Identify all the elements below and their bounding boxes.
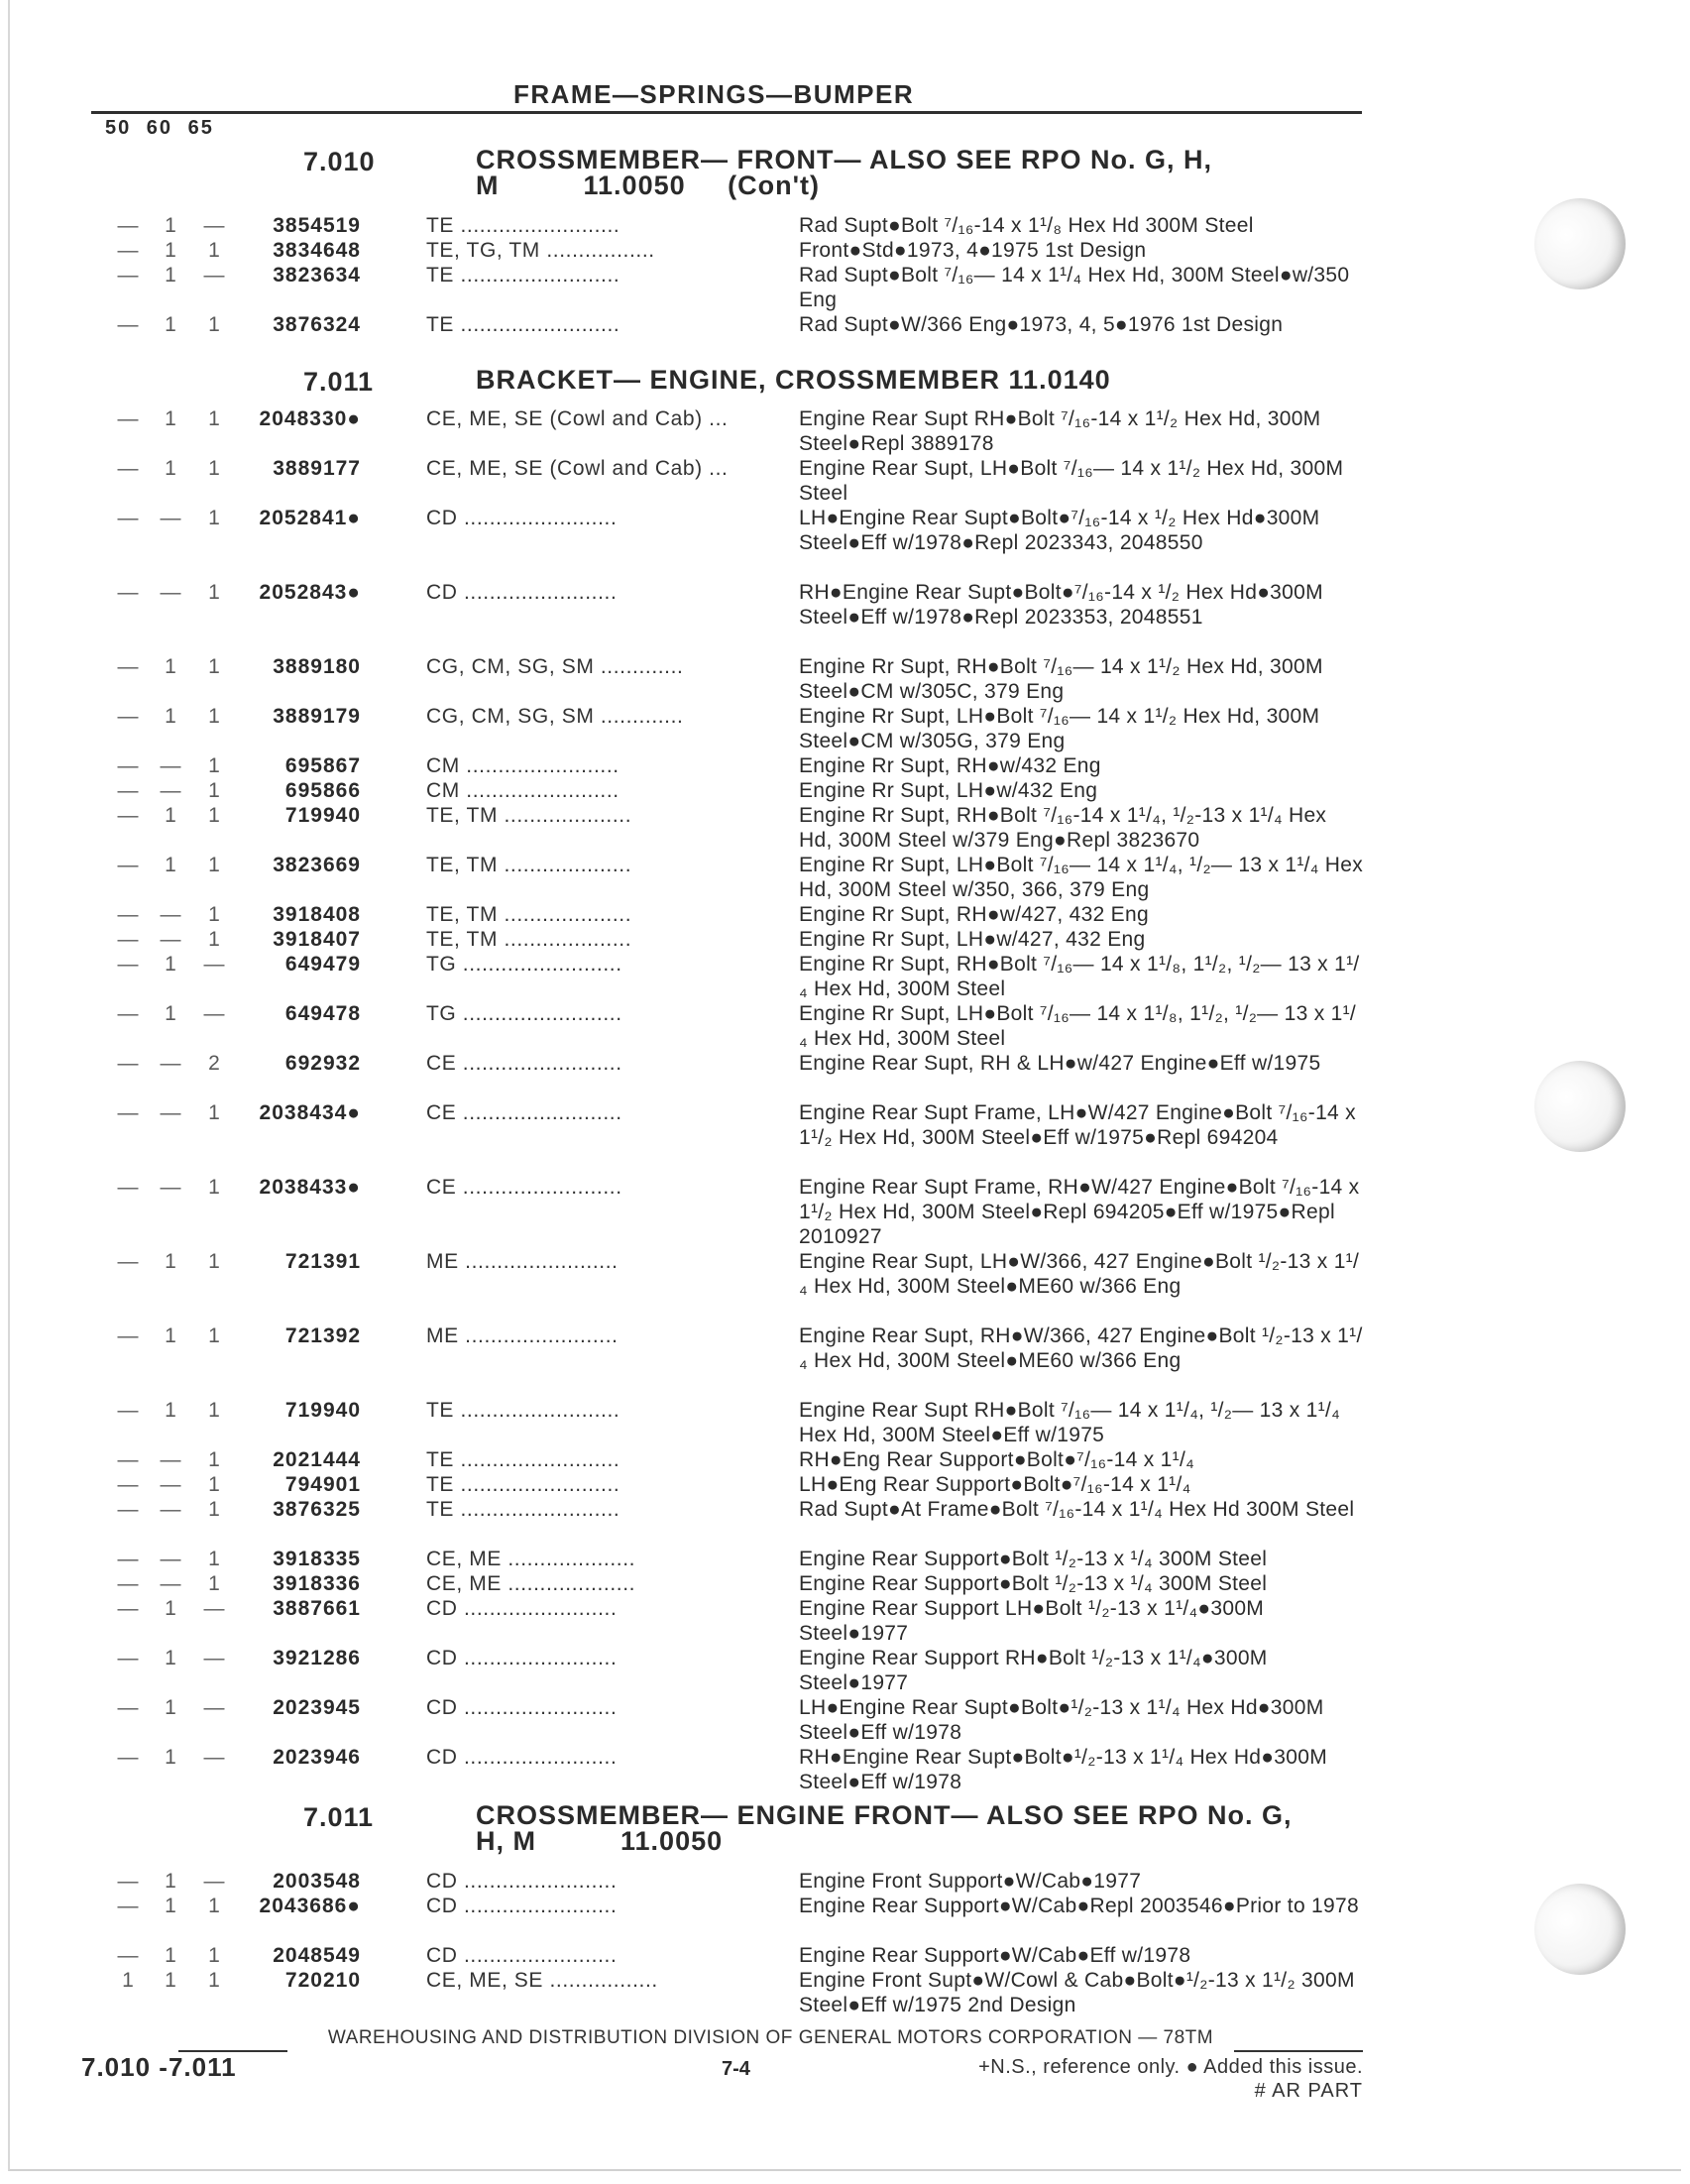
model-codes: CD ........................ xyxy=(426,1944,618,1967)
qty-1950: 1 xyxy=(122,1969,134,1992)
part-description: Engine Rr Supt, RH●Bolt ⁷/₁₆-14 x 1¹/₄, ¹/₂-13 x 1¹/₄ Hex Hd, 300M Steel w/379 Eng●Repl 3823670 xyxy=(799,804,1327,852)
qty-1965: 1 xyxy=(208,1250,220,1273)
model-codes: CE, ME, SE (Cowl and Cab) ... xyxy=(426,457,729,480)
qty-1965: 1 xyxy=(208,1498,220,1521)
part-number: 695867 xyxy=(284,754,361,777)
qty-1960: 1 xyxy=(165,313,176,336)
part-description: Engine Rear Support RH●Bolt ¹/₂-13 x 1¹/₄●300M Steel●1977 xyxy=(799,1647,1268,1694)
part-number: 3918335 xyxy=(273,1548,361,1570)
qty-1950: — xyxy=(117,1250,139,1273)
model-codes: TE, TM .................... xyxy=(426,928,632,951)
model-codes: CD ........................ xyxy=(426,1696,618,1719)
qty-1960: — xyxy=(160,1052,181,1075)
part-number: 3834648 xyxy=(273,239,361,262)
part-number: 3918408 xyxy=(273,903,361,926)
group-title-line2: M 11.0050 (Con't) xyxy=(476,171,820,200)
model-codes: CD ........................ xyxy=(426,1647,618,1669)
part-description: RH●Eng Rear Support●Bolt●⁷/₁₆-14 x 1¹/₄ xyxy=(799,1448,1194,1471)
qty-1965: 1 xyxy=(208,1548,220,1570)
group-number: 7.011 xyxy=(303,367,375,397)
part-description: Engine Rear Supt RH●Bolt ⁷/₁₆-14 x 1¹/₂ Hex Hd, 300M Steel●Repl 3889178 xyxy=(799,407,1321,455)
qty-1950: — xyxy=(117,655,139,678)
qty-1960: 1 xyxy=(165,1746,176,1769)
part-description: Engine Rear Support LH●Bolt ¹/₂-13 x 1¹/₄●300M Steel●1977 xyxy=(799,1597,1265,1645)
part-number: 649479 xyxy=(284,953,361,976)
part-description: Rad Supt●Bolt ⁷/₁₆-14 x 1¹/₈ Hex Hd 300M Steel xyxy=(799,214,1254,237)
qty-1960: 1 xyxy=(165,239,176,262)
qty-1960: 1 xyxy=(165,1969,176,1992)
qty-1960: — xyxy=(160,779,181,802)
qty-1950: — xyxy=(117,953,139,976)
qty-1950: — xyxy=(117,1399,139,1422)
group-title-line1: CROSSMEMBER— FRONT— ALSO SEE RPO No. G, H, xyxy=(476,145,1213,174)
model-codes: ME ........................ xyxy=(426,1250,619,1273)
part-description: Engine Front Support●W/Cab●1977 xyxy=(799,1870,1142,1893)
part-description: Rad Supt●Bolt ⁷/₁₆— 14 x 1¹/₄ Hex Hd, 300M Steel●w/350 Eng xyxy=(799,264,1350,311)
part-description: RH●Engine Rear Supt●Bolt●¹/₂-13 x 1¹/₄ Hex Hd●300M Steel●Eff w/1978 xyxy=(799,1746,1327,1793)
model-codes: TG ......................... xyxy=(426,1002,622,1025)
qty-1960: 1 xyxy=(165,407,176,430)
qty-1965: 1 xyxy=(208,779,220,802)
qty-1965: 1 xyxy=(208,754,220,777)
qty-1950: — xyxy=(117,1696,139,1719)
part-number: 2052843● xyxy=(259,581,361,604)
part-description: Engine Rr Supt, LH●Bolt ⁷/₁₆— 14 x 1¹/₄, ¹/₂— 13 x 1¹/₄ Hex Hd, 300M Steel w/350, 366, 379 Eng xyxy=(799,854,1364,901)
part-number: 719940 xyxy=(284,1399,361,1422)
qty-1950: — xyxy=(117,1548,139,1570)
part-number: 649478 xyxy=(284,1002,361,1025)
qty-1950: — xyxy=(117,1746,139,1769)
model-year-columns: 50 60 65 xyxy=(105,117,214,139)
qty-1965: 1 xyxy=(208,1473,220,1496)
page-title: FRAME—SPRINGS—BUMPER xyxy=(513,79,915,109)
qty-1965: 1 xyxy=(208,1944,220,1967)
part-number: 719940 xyxy=(284,804,361,827)
qty-1950: — xyxy=(117,1002,139,1025)
part-description: Front●Std●1973, 4●1975 1st Design xyxy=(799,239,1147,262)
qty-1950: — xyxy=(117,854,139,876)
part-description: LH●Engine Rear Supt●Bolt●¹/₂-13 x 1¹/₄ Hex Hd●300M Steel●Eff w/1978 xyxy=(799,1696,1324,1744)
qty-1965: — xyxy=(203,1746,225,1769)
qty-1965: — xyxy=(203,214,225,237)
part-number: 695866 xyxy=(284,779,361,802)
group-title xyxy=(476,367,1368,393)
part-number: 3823634 xyxy=(273,264,361,287)
qty-1960: 1 xyxy=(165,1696,176,1719)
qty-1950: — xyxy=(117,457,139,480)
part-number: 3918336 xyxy=(273,1572,361,1595)
part-number: 2023946 xyxy=(273,1746,361,1769)
part-number: 692932 xyxy=(284,1052,361,1075)
model-codes: CD ........................ xyxy=(426,507,618,529)
part-description: Engine Rr Supt, RH●Bolt ⁷/₁₆— 14 x 1¹/₈, 1¹/₂, ¹/₂— 13 x 1¹/₄ Hex Hd, 300M Steel xyxy=(799,953,1360,1000)
part-description: Engine Rr Supt, LH●Bolt ⁷/₁₆— 14 x 1¹/₈, 1¹/₂, ¹/₂— 13 x 1¹/₄ Hex Hd, 300M Steel xyxy=(799,1002,1357,1050)
qty-1965: 1 xyxy=(208,407,220,430)
part-number: 2048330● xyxy=(259,407,361,430)
model-codes: CE ......................... xyxy=(426,1052,622,1075)
qty-1960: 1 xyxy=(165,953,176,976)
part-description: Engine Rear Supt, RH●W/366, 427 Engine●Bolt ¹/₂-13 x 1¹/₄ Hex Hd, 300M Steel●ME60 w/366 Eng xyxy=(799,1324,1363,1372)
qty-1965: 1 xyxy=(208,903,220,926)
part-number: 2052841● xyxy=(259,507,361,529)
qty-1950: — xyxy=(117,581,139,604)
part-description: Engine Rr Supt, LH●w/427, 432 Eng xyxy=(799,928,1146,951)
group-title xyxy=(476,147,1368,198)
model-codes: CE, ME .................... xyxy=(426,1548,636,1570)
group-title-line1: BRACKET— ENGINE, CROSSMEMBER 11.0140 xyxy=(476,365,1111,395)
qty-1950: — xyxy=(117,264,139,287)
part-description: Engine Rear Support●Bolt ¹/₂-13 x ¹/₄ 300M Steel xyxy=(799,1572,1268,1595)
model-codes: TE ......................... xyxy=(426,1498,620,1521)
part-description: LH●Eng Rear Support●Bolt●⁷/₁₆-14 x 1¹/₄ xyxy=(799,1473,1191,1496)
part-description: LH●Engine Rear Supt●Bolt●⁷/₁₆-14 x ¹/₂ Hex Hd●300M Steel●Eff w/1978●Repl 2023343, 2048550 xyxy=(799,507,1320,554)
qty-1960: — xyxy=(160,581,181,604)
qty-1965: 1 xyxy=(208,854,220,876)
part-number: 3889180 xyxy=(273,655,361,678)
qty-1960: — xyxy=(160,903,181,926)
qty-1965: — xyxy=(203,1597,225,1620)
model-codes: CD ........................ xyxy=(426,581,618,604)
qty-1960: 1 xyxy=(165,214,176,237)
qty-1960: — xyxy=(160,1473,181,1496)
model-codes: TE ......................... xyxy=(426,1473,620,1496)
qty-1960: — xyxy=(160,507,181,529)
qty-1950: — xyxy=(117,313,139,336)
qty-1965: 1 xyxy=(208,655,220,678)
qty-1960: 1 xyxy=(165,1944,176,1967)
model-codes: CM ........................ xyxy=(426,779,620,802)
model-codes: CD ........................ xyxy=(426,1870,618,1893)
qty-1950: — xyxy=(117,1870,139,1893)
qty-1960: 1 xyxy=(165,804,176,827)
part-number: 3887661 xyxy=(273,1597,361,1620)
part-number: 2021444 xyxy=(273,1448,361,1471)
part-description: Engine Rear Support●W/Cab●Repl 2003546●Prior to 1978 xyxy=(799,1895,1359,1917)
qty-1950: — xyxy=(117,239,139,262)
footer-legend: +N.S., reference only. ● Added this issue. xyxy=(978,2056,1363,2078)
footer-section-range: 7.010 -7.011 xyxy=(81,2052,237,2082)
qty-1950: — xyxy=(117,779,139,802)
model-codes: TE ......................... xyxy=(426,313,620,336)
qty-1950: — xyxy=(117,1647,139,1669)
part-number: 3854519 xyxy=(273,214,361,237)
qty-1965: 1 xyxy=(208,1448,220,1471)
qty-1965: 1 xyxy=(208,581,220,604)
model-codes: CG, CM, SG, SM ............. xyxy=(426,705,684,728)
group-number: 7.011 xyxy=(303,1802,375,1832)
qty-1960: 1 xyxy=(165,1399,176,1422)
qty-1960: 1 xyxy=(165,1250,176,1273)
qty-1960: 1 xyxy=(165,1597,176,1620)
model-codes: CD ........................ xyxy=(426,1895,618,1917)
qty-1965: 1 xyxy=(208,705,220,728)
qty-1960: 1 xyxy=(165,264,176,287)
model-codes: TE ......................... xyxy=(426,1399,620,1422)
model-codes: TG ......................... xyxy=(426,953,622,976)
qty-1965: — xyxy=(203,1002,225,1025)
qty-1965: — xyxy=(203,953,225,976)
model-codes: TE, TM .................... xyxy=(426,903,632,926)
qty-1965: 1 xyxy=(208,507,220,529)
qty-1950: — xyxy=(117,1473,139,1496)
qty-1965: — xyxy=(203,1647,225,1669)
qty-1950: — xyxy=(117,804,139,827)
qty-1960: — xyxy=(160,1548,181,1570)
qty-1965: 2 xyxy=(208,1052,220,1075)
qty-1960: — xyxy=(160,1101,181,1124)
qty-1960: 1 xyxy=(165,1870,176,1893)
part-number: 2048549 xyxy=(273,1944,361,1967)
qty-1960: 1 xyxy=(165,1895,176,1917)
qty-1965: 1 xyxy=(208,457,220,480)
qty-1950: — xyxy=(117,507,139,529)
model-codes: TE ......................... xyxy=(426,214,620,237)
model-codes: CE ......................... xyxy=(426,1101,622,1124)
model-codes: CE, ME, SE ................. xyxy=(426,1969,658,1992)
qty-1960: 1 xyxy=(165,854,176,876)
part-description: Engine Rear Supt Frame, LH●W/427 Engine●Bolt ⁷/₁₆-14 x 1¹/₂ Hex Hd, 300M Steel●Eff w/1975●Repl 694204 xyxy=(799,1101,1356,1149)
qty-1965: 1 xyxy=(208,1399,220,1422)
model-codes: TE, TM .................... xyxy=(426,804,632,827)
group-title-line2: H, M 11.0050 xyxy=(476,1826,724,1856)
qty-1950: — xyxy=(117,705,139,728)
part-number: 3889177 xyxy=(273,457,361,480)
model-codes: CE, ME .................... xyxy=(426,1572,636,1595)
part-number: 3889179 xyxy=(273,705,361,728)
qty-1950: — xyxy=(117,1597,139,1620)
qty-1950: — xyxy=(117,1895,139,1917)
qty-1960: 1 xyxy=(165,1002,176,1025)
part-description: Engine Rear Support●Bolt ¹/₂-13 x ¹/₄ 300M Steel xyxy=(799,1548,1268,1570)
part-description: Engine Rr Supt, RH●w/432 Eng xyxy=(799,754,1101,777)
qty-1965: — xyxy=(203,1870,225,1893)
footer-division: WAREHOUSING AND DISTRIBUTION DIVISION OF GENERAL MOTORS CORPORATION — 78TM xyxy=(327,2027,1214,2048)
qty-1960: 1 xyxy=(165,457,176,480)
qty-1950: — xyxy=(117,1448,139,1471)
part-number: 3823669 xyxy=(273,854,361,876)
part-number: 2043686● xyxy=(259,1895,361,1917)
qty-1965: 1 xyxy=(208,928,220,951)
part-description: Engine Rr Supt, RH●w/427, 432 Eng xyxy=(799,903,1149,926)
part-number: 721391 xyxy=(284,1250,361,1273)
model-codes: TE, TG, TM ................. xyxy=(426,239,655,262)
part-description: Engine Rr Supt, RH●Bolt ⁷/₁₆— 14 x 1¹/₂ Hex Hd, 300M Steel●CM w/305C, 379 Eng xyxy=(799,655,1323,703)
model-codes: CD ........................ xyxy=(426,1597,618,1620)
model-codes: CM ........................ xyxy=(426,754,620,777)
qty-1965: 1 xyxy=(208,1969,220,1992)
binder-hole-top xyxy=(1534,198,1626,289)
part-number: 3921286 xyxy=(273,1647,361,1669)
part-number: 2038434● xyxy=(259,1101,361,1124)
footer-ar-part: # AR PART xyxy=(1254,2080,1363,2102)
qty-1960: — xyxy=(160,1176,181,1199)
qty-1965: 1 xyxy=(208,313,220,336)
qty-1950: — xyxy=(117,1052,139,1075)
qty-1965: 1 xyxy=(208,1101,220,1124)
qty-1950: — xyxy=(117,1176,139,1199)
part-description: Rad Supt●W/366 Eng●1973, 4, 5●1976 1st Design xyxy=(799,313,1284,336)
footer-page-number: 7-4 xyxy=(722,2058,750,2080)
qty-1965: 1 xyxy=(208,1176,220,1199)
part-description: Engine Rear Supt, LH●Bolt ⁷/₁₆— 14 x 1¹/₂ Hex Hd, 300M Steel xyxy=(799,457,1344,505)
group-title xyxy=(476,1802,1368,1854)
footer-rule-right xyxy=(1234,2050,1363,2052)
qty-1960: 1 xyxy=(165,1324,176,1347)
part-description: Engine Rr Supt, LH●Bolt ⁷/₁₆— 14 x 1¹/₂ Hex Hd, 300M Steel●CM w/305G, 379 Eng xyxy=(799,705,1320,752)
part-description: Engine Rear Support●W/Cab●Eff w/1978 xyxy=(799,1944,1191,1967)
qty-1950: — xyxy=(117,903,139,926)
model-codes: CE, ME, SE (Cowl and Cab) ... xyxy=(426,407,729,430)
qty-1960: — xyxy=(160,754,181,777)
qty-1965: 1 xyxy=(208,804,220,827)
binder-hole-middle xyxy=(1534,1061,1626,1152)
part-description: Engine Front Supt●W/Cowl & Cab●Bolt●¹/₂-13 x 1¹/₂ 300M Steel●Eff w/1975 2nd Design xyxy=(799,1969,1355,2016)
model-codes: TE ......................... xyxy=(426,264,620,287)
part-description: Engine Rear Supt Frame, RH●W/427 Engine●Bolt ⁷/₁₆-14 x 1¹/₂ Hex Hd, 300M Steel●Repl 694205●Eff w/1975●Repl 2010927 xyxy=(799,1176,1360,1248)
part-description: Rad Supt●At Frame●Bolt ⁷/₁₆-14 x 1¹/₄ Hex Hd 300M Steel xyxy=(799,1498,1355,1521)
qty-1950: — xyxy=(117,1498,139,1521)
binder-hole-bottom xyxy=(1534,1884,1626,1975)
model-codes: CD ........................ xyxy=(426,1746,618,1769)
qty-1960: — xyxy=(160,1498,181,1521)
part-number: 3876324 xyxy=(273,313,361,336)
qty-1960: — xyxy=(160,928,181,951)
part-number: 2023945 xyxy=(273,1696,361,1719)
qty-1965: 1 xyxy=(208,1572,220,1595)
title-rule xyxy=(91,111,1362,114)
model-codes: TE ......................... xyxy=(426,1448,620,1471)
model-codes: CG, CM, SG, SM ............. xyxy=(426,655,684,678)
part-number: 3876325 xyxy=(273,1498,361,1521)
model-codes: ME ........................ xyxy=(426,1324,619,1347)
group-title-line1: CROSSMEMBER— ENGINE FRONT— ALSO SEE RPO No. G, xyxy=(476,1800,1293,1830)
part-description: Engine Rr Supt, LH●w/432 Eng xyxy=(799,779,1098,802)
part-number: 2038433● xyxy=(259,1176,361,1199)
qty-1960: 1 xyxy=(165,705,176,728)
model-codes: TE, TM .................... xyxy=(426,854,632,876)
qty-1950: — xyxy=(117,1101,139,1124)
qty-1960: 1 xyxy=(165,1647,176,1669)
qty-1960: — xyxy=(160,1572,181,1595)
part-number: 3918407 xyxy=(273,928,361,951)
qty-1965: — xyxy=(203,264,225,287)
qty-1950: — xyxy=(117,1572,139,1595)
qty-1965: 1 xyxy=(208,239,220,262)
qty-1960: — xyxy=(160,1448,181,1471)
qty-1950: — xyxy=(117,1944,139,1967)
part-number: 721392 xyxy=(284,1324,361,1347)
qty-1950: — xyxy=(117,407,139,430)
part-description: Engine Rear Supt, RH & LH●w/427 Engine●Eff w/1975 xyxy=(799,1052,1321,1075)
qty-1965: 1 xyxy=(208,1324,220,1347)
qty-1950: — xyxy=(117,214,139,237)
qty-1960: 1 xyxy=(165,655,176,678)
part-description: Engine Rear Supt RH●Bolt ⁷/₁₆— 14 x 1¹/₄, ¹/₂— 13 x 1¹/₄ Hex Hd, 300M Steel●Eff w/1975 xyxy=(799,1399,1340,1446)
qty-1950: — xyxy=(117,1324,139,1347)
part-number: 794901 xyxy=(284,1473,361,1496)
qty-1965: — xyxy=(203,1696,225,1719)
part-description: RH●Engine Rear Supt●Bolt●⁷/₁₆-14 x ¹/₂ Hex Hd●300M Steel●Eff w/1978●Repl 2023353, 2048551 xyxy=(799,581,1323,629)
qty-1950: — xyxy=(117,754,139,777)
model-codes: CE ......................... xyxy=(426,1176,622,1199)
group-number: 7.010 xyxy=(303,147,376,176)
part-description: Engine Rear Supt, LH●W/366, 427 Engine●Bolt ¹/₂-13 x 1¹/₄ Hex Hd, 300M Steel●ME60 w/366 Eng xyxy=(799,1250,1360,1298)
part-number: 2003548 xyxy=(273,1870,361,1893)
qty-1950: — xyxy=(117,928,139,951)
qty-1965: 1 xyxy=(208,1895,220,1917)
part-number: 720210 xyxy=(284,1969,361,1992)
